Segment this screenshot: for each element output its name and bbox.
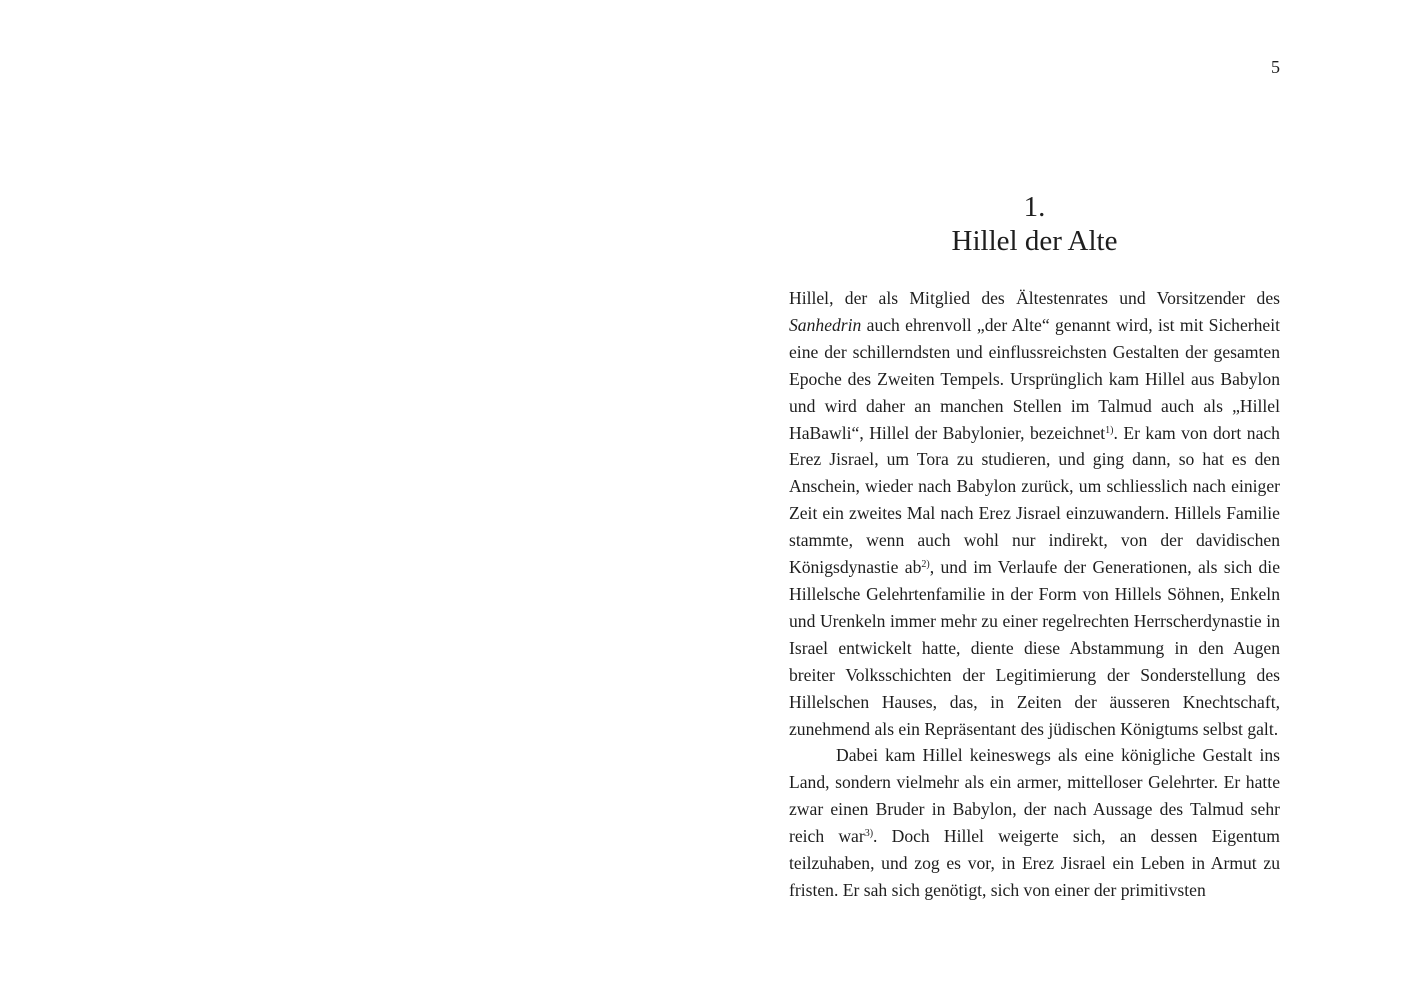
paragraph-1-text-d: , und im Verlaufe der Generationen, als sich die Hillelsche Gelehrtenfamilie in der Form von Hillels Söhnen, Enkeln und Urenkeln immer mehr zu einer regelrechten Herrscherdynastie in Israel entwickelt hatte, diente diese Abstammung in den Augen breiter Volksschichten der Legitimierung der Sonderstellung des Hillelschen Hauses, das, in Zeiten der äusseren Knechtschaft, zunehmend als ein Repräsentant des jüdischen Königtums selbst galt. xyxy=(789,557,1281,739)
paragraph-1-text-a: Hillel, der als Mitglied des Ältestenrates und Vorsitzender des xyxy=(789,288,1280,308)
paragraph-1 xyxy=(789,285,1280,742)
footnote-ref-2: 2) xyxy=(921,559,930,571)
page-number: 5 xyxy=(1271,57,1280,77)
chapter-title: Hillel der Alte xyxy=(951,225,1118,257)
left-page-blank xyxy=(0,0,707,1000)
paragraph-1-text-b: auch ehrenvoll „der Alte“ genannt wird, ist mit Sicherheit eine der schillerndsten und einflussreichsten Gestalten der gesamten Epoche des Zweiten Tempels. Ursprünglich kam Hillel aus Babylon und wird daher an manchen Stellen im Talmud auch als „Hillel HaBawli“, Hillel der Babylonier, bezeichnet xyxy=(789,314,1280,443)
footnote-ref-1: 1) xyxy=(1105,424,1114,436)
term-sanhedrin: Sanhedrin xyxy=(789,314,862,335)
paragraph-2 xyxy=(789,742,1280,903)
paragraph-1-text-c: . Er kam von dort nach Erez Jisrael, um Tora zu studieren, und ging dann, so hat es den Anschein, wieder nach Babylon zurück, um schliesslich nach einiger Zeit ein zweites Mal nach Erez Jisrael einzuwandern. Hillels Familie stammte, wenn auch wohl nur indirekt, von der davidischen Königsdynastie ab xyxy=(789,422,1280,578)
body-text xyxy=(789,285,1280,904)
chapter-heading xyxy=(789,190,1280,258)
paragraph-2-text-a: Dabei kam Hillel keineswegs als eine königliche Gestalt ins Land, sondern vielmehr als ein armer, mittelloser Gelehrter. Er hatte zwar einen Bruder in Babylon, der nach Aussage des Talmud sehr reich war xyxy=(789,745,1280,847)
paragraph-2-text-b: . Doch Hillel weigerte sich, an dessen Eigentum teilzuhaben, und zog es vor, in Erez Jisrael ein Leben in Armut zu fristen. Er sah sich genötigt, sich von einer der primitivsten xyxy=(789,826,1280,900)
right-page xyxy=(707,0,1415,1000)
footnote-ref-3: 3) xyxy=(864,828,874,840)
chapter-number: 1. xyxy=(1023,191,1046,223)
